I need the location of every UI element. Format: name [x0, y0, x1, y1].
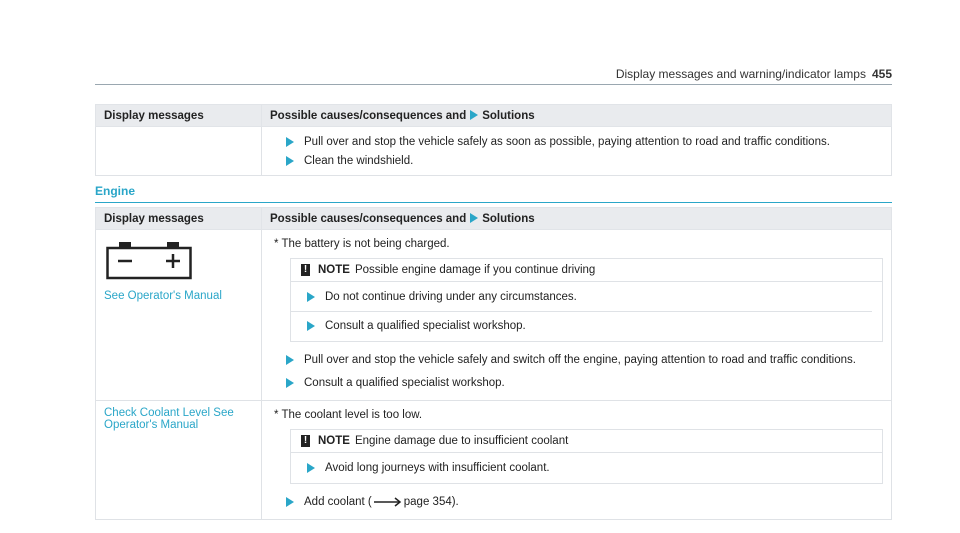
solutions-cell [262, 401, 892, 520]
warning-icon: ! [301, 435, 310, 447]
note-label: NOTE [318, 435, 350, 447]
note-box [290, 429, 883, 484]
col-causes-header [262, 208, 892, 230]
solutions-header-text: Solutions [482, 109, 535, 122]
note-header [291, 259, 882, 282]
header-right [616, 67, 892, 81]
display-message-text: Check Coolant Level See Operator's Manual [104, 407, 234, 431]
note-step [307, 289, 872, 305]
step-text: Consult a qualified specialist workshop. [325, 320, 526, 332]
step-arrow-icon [286, 137, 294, 147]
col-display-messages-header: Display messages [96, 208, 262, 230]
display-message-cell [96, 127, 262, 176]
step-text: Pull over and stop the vehicle safely as soon as possible, paying attention to road and traffic conditions. [304, 136, 830, 148]
solution-step [286, 134, 883, 150]
continued-table [95, 104, 892, 176]
solutions-arrow-icon [470, 213, 478, 223]
note-box [290, 258, 883, 342]
section-title-engine: Engine [95, 184, 892, 203]
col-display-messages-header: Display messages [96, 105, 262, 127]
note-body [291, 282, 882, 341]
step-arrow-icon [307, 292, 315, 302]
step-text: Add coolant ( [304, 496, 372, 508]
cause-text: * The battery is not being charged. [274, 238, 450, 250]
solution-step [286, 352, 883, 368]
battery-icon [106, 240, 192, 280]
header-title: Display messages and warning/indicator lamps [615, 67, 866, 81]
page-reference-arrow-icon [374, 497, 402, 507]
note-step [307, 460, 872, 476]
note-body [291, 453, 882, 483]
display-message-cell [96, 230, 262, 401]
step-text: Consult a qualified specialist workshop. [304, 377, 505, 389]
solution-step [286, 375, 883, 391]
col-causes-header [262, 105, 892, 127]
page-reference-text[interactable]: page 354). [403, 496, 459, 508]
solutions-header-text: Solutions [482, 212, 535, 225]
note-header [291, 430, 882, 453]
engine-table [95, 207, 892, 520]
solutions-cell [262, 230, 892, 401]
note-text: Engine damage due to insufficient coolant [354, 435, 569, 447]
step-text: Avoid long journeys with insufficient coolant. [325, 462, 550, 474]
step-arrow-icon [286, 355, 294, 365]
display-message-text: See Operator's Manual [104, 290, 222, 302]
step-arrow-icon [286, 497, 294, 507]
step-arrow-icon [286, 156, 294, 166]
note-step [291, 311, 872, 334]
step-arrow-icon [286, 378, 294, 388]
solutions-arrow-icon [470, 110, 478, 120]
solution-step [286, 494, 883, 510]
solutions-cell [262, 127, 892, 176]
solution-step [286, 153, 883, 169]
note-label: NOTE [318, 264, 350, 276]
step-arrow-icon [307, 321, 315, 331]
step-text: Clean the windshield. [304, 155, 414, 167]
page-number: 455 [871, 67, 892, 81]
page-header [95, 67, 892, 85]
causes-header-text: Possible causes/consequences and [270, 109, 467, 122]
step-arrow-icon [307, 463, 315, 473]
warning-icon: ! [301, 264, 310, 276]
causes-header-text: Possible causes/consequences and [270, 212, 467, 225]
cause-text: * The coolant level is too low. [274, 409, 423, 421]
display-message-cell [96, 401, 262, 520]
note-text: Possible engine damage if you continue driving [354, 264, 596, 276]
step-text: Pull over and stop the vehicle safely and switch off the engine, paying attention to road and traffic conditions. [304, 354, 856, 366]
step-text: Do not continue driving under any circumstances. [325, 291, 577, 303]
